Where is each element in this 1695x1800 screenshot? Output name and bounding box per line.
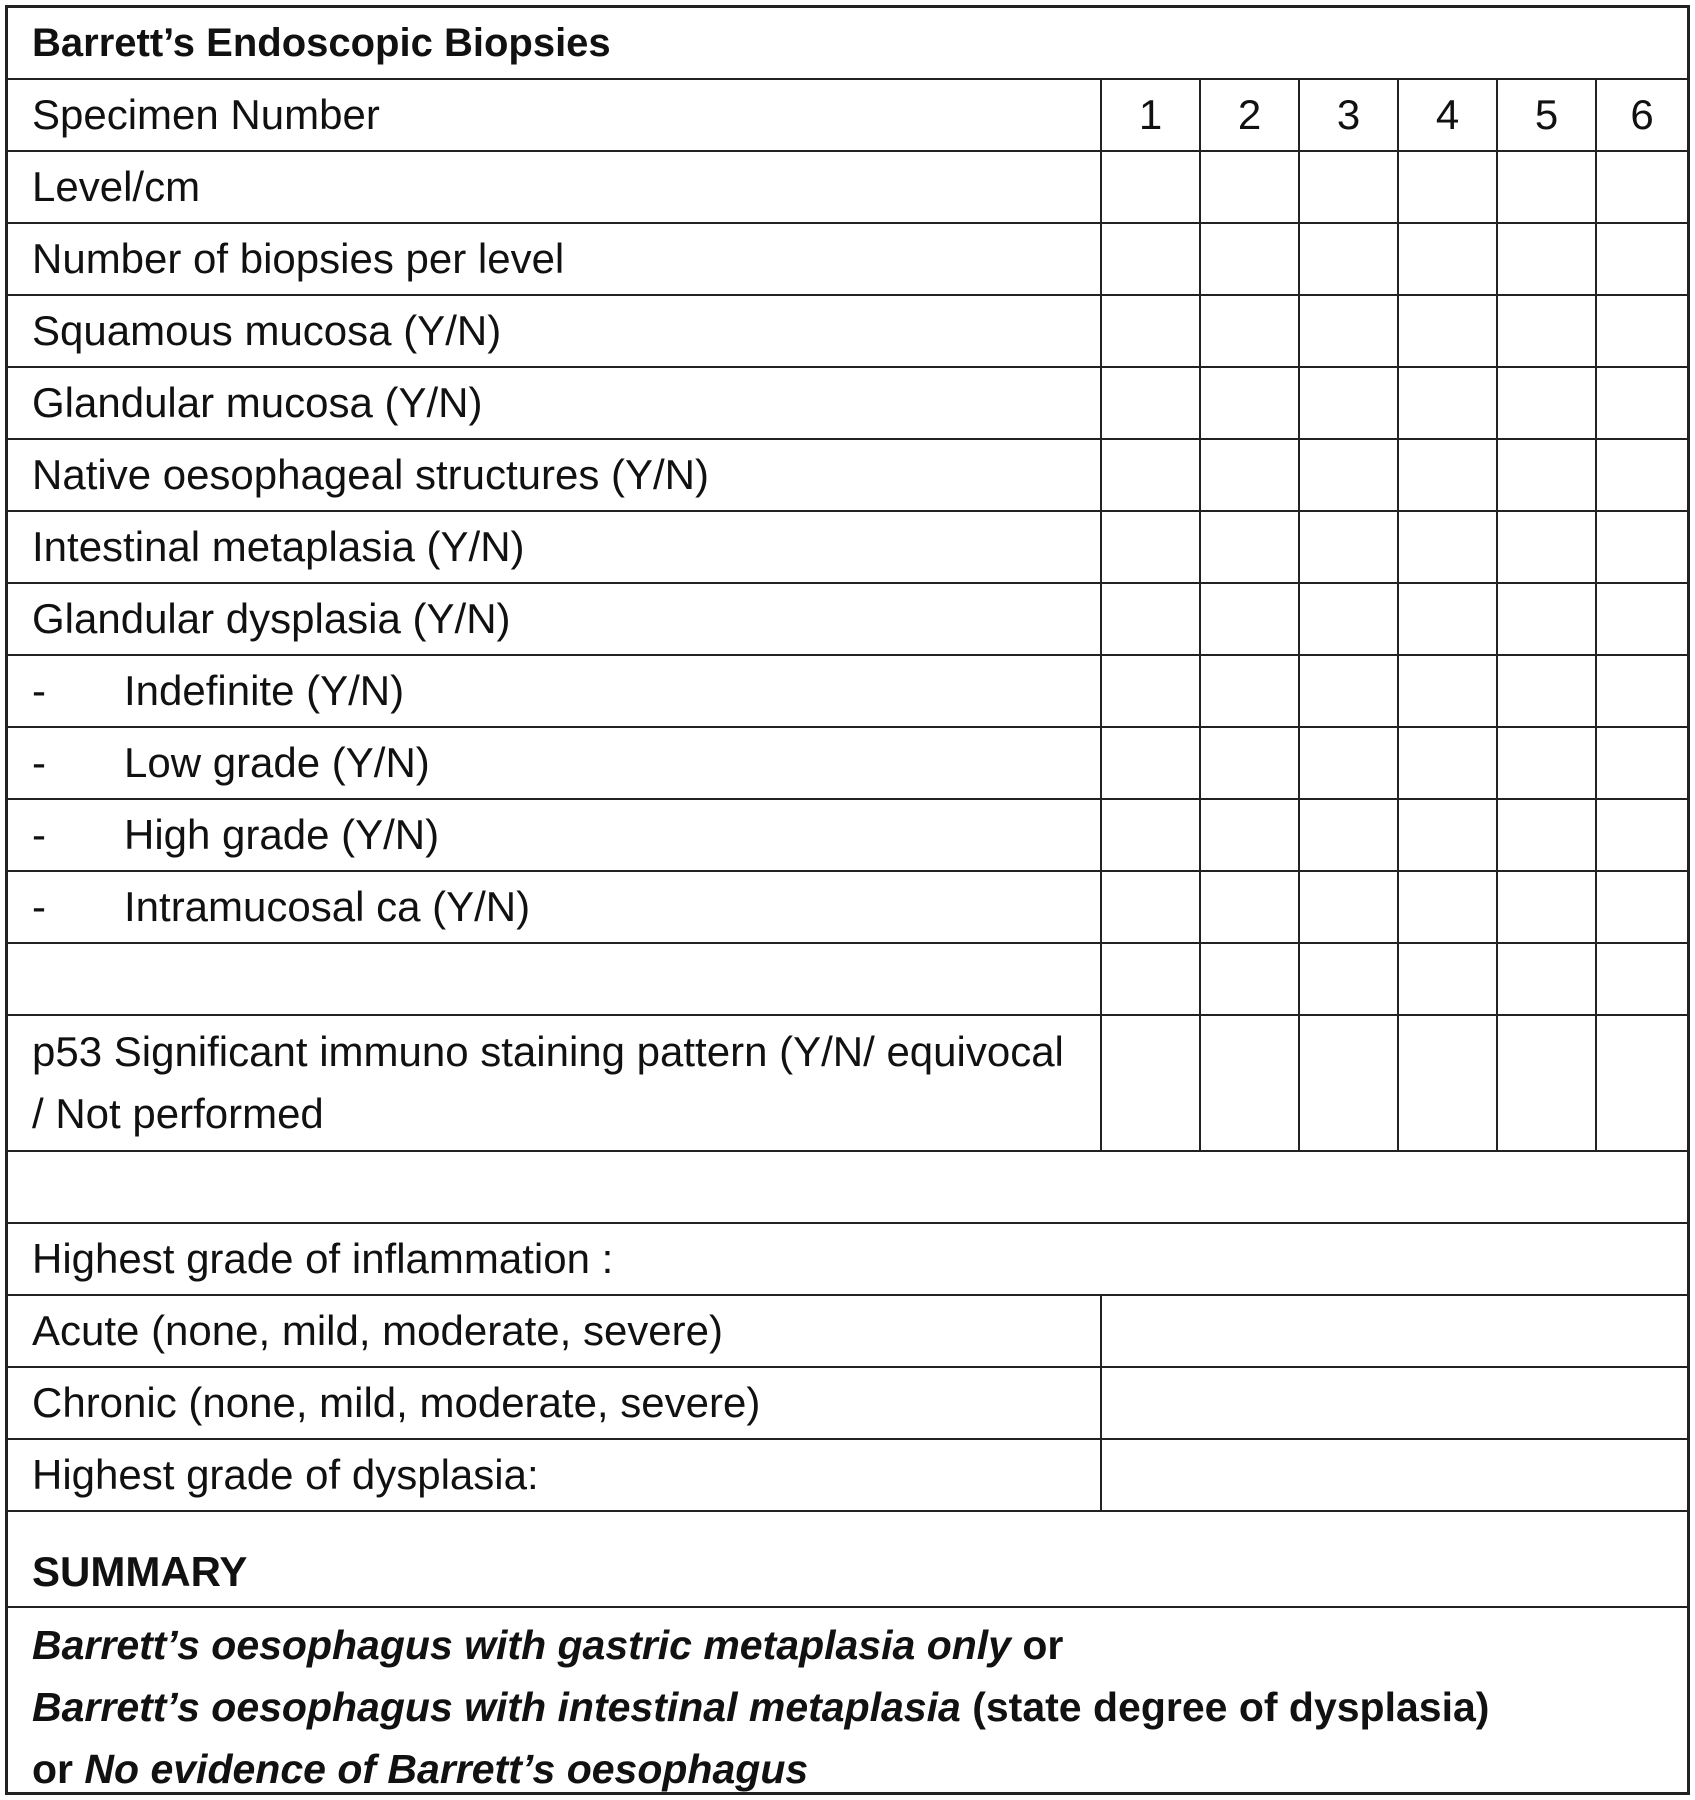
specimen-6-entry-cell[interactable] [1595, 800, 1687, 870]
specimen-6-entry-cell[interactable] [1595, 368, 1687, 438]
intestinal-metaplasia-label: Intestinal metaplasia (Y/N) [32, 523, 525, 570]
specimen-2-entry-cell[interactable] [1199, 944, 1298, 1014]
intestinal-metaplasia-row [8, 512, 1687, 584]
glandular-dysplasia-row [8, 584, 1687, 656]
specimen-1-entry-cell[interactable] [1100, 368, 1199, 438]
specimen-5-entry-cell[interactable] [1496, 152, 1595, 222]
chronic-entry-cell[interactable] [1100, 1368, 1687, 1438]
squamous-mucosa-row [8, 296, 1687, 368]
native-structures-label: Native oesophageal structures (Y/N) [32, 451, 709, 498]
specimen-5-entry-cell[interactable] [1496, 656, 1595, 726]
blank-row [8, 944, 1687, 1016]
specimen-1-entry-cell[interactable] [1100, 944, 1199, 1014]
form-title-row [8, 8, 1687, 80]
specimen-6-entry-cell[interactable] [1595, 512, 1687, 582]
acute-label: Acute (none, mild, moderate, severe) [32, 1307, 723, 1354]
specimen-1-entry-cell[interactable] [1100, 800, 1199, 870]
bullet-dash: - [32, 739, 46, 786]
specimen-6-entry-cell[interactable] [1595, 1016, 1687, 1150]
specimen-4-entry-cell[interactable] [1397, 1016, 1496, 1150]
specimen-2-entry-cell[interactable] [1199, 728, 1298, 798]
specimen-3-entry-cell[interactable] [1298, 872, 1397, 942]
summary-heading-row [8, 1512, 1687, 1608]
bullet-dash: - [32, 811, 46, 858]
specimen-1-entry-cell[interactable] [1100, 152, 1199, 222]
specimen-4-entry-cell[interactable] [1397, 512, 1496, 582]
specimen-6-entry-cell[interactable] [1595, 944, 1687, 1014]
chronic-row [8, 1368, 1687, 1440]
summary-heading: SUMMARY [32, 1548, 248, 1595]
specimen-5-entry-cell[interactable] [1496, 584, 1595, 654]
biopsies-per-level-row [8, 224, 1687, 296]
specimen-5-entry-cell[interactable] [1496, 944, 1595, 1014]
specimen-4-entry-cell[interactable] [1397, 656, 1496, 726]
acute-row [8, 1296, 1687, 1368]
specimen-2-entry-cell[interactable] [1199, 656, 1298, 726]
highest-dysplasia-entry-cell[interactable] [1100, 1440, 1687, 1510]
specimen-3-entry-cell[interactable] [1298, 512, 1397, 582]
p53-row [8, 1016, 1687, 1152]
barretts-biopsy-form [5, 5, 1690, 1795]
specimen-5-entry-cell[interactable] [1496, 224, 1595, 294]
specimen-number-5: 5 [1496, 80, 1595, 150]
specimen-5-entry-cell[interactable] [1496, 512, 1595, 582]
low-grade-label [32, 728, 430, 798]
specimen-6-entry-cell[interactable] [1595, 584, 1687, 654]
form-title: Barrett’s Endoscopic Biopsies [32, 20, 611, 65]
specimen-5-entry-cell[interactable] [1496, 1016, 1595, 1150]
specimen-3-entry-cell[interactable] [1298, 296, 1397, 366]
specimen-1-entry-cell[interactable] [1100, 872, 1199, 942]
specimen-3-entry-cell[interactable] [1298, 1016, 1397, 1150]
specimen-4-entry-cell[interactable] [1397, 224, 1496, 294]
specimen-3-entry-cell[interactable] [1298, 800, 1397, 870]
p53-label: p53 Significant immuno staining pattern (Y/N/ equivocal / Not performed [32, 1028, 1064, 1137]
specimen-3-entry-cell[interactable] [1298, 440, 1397, 510]
intramucosal-row [8, 872, 1687, 944]
specimen-number-2: 2 [1199, 80, 1298, 150]
highest-dysplasia-label: Highest grade of dysplasia: [32, 1451, 539, 1498]
indefinite-label [32, 656, 404, 726]
specimen-2-entry-cell[interactable] [1199, 296, 1298, 366]
specimen-5-entry-cell[interactable] [1496, 800, 1595, 870]
specimen-5-entry-cell[interactable] [1496, 872, 1595, 942]
specimen-3-entry-cell[interactable] [1298, 944, 1397, 1014]
specimen-6-entry-cell[interactable] [1595, 440, 1687, 510]
specimen-2-entry-cell[interactable] [1199, 152, 1298, 222]
glandular-dysplasia-label: Glandular dysplasia (Y/N) [32, 595, 511, 642]
specimen-1-entry-cell[interactable] [1100, 224, 1199, 294]
specimen-3-entry-cell[interactable] [1298, 728, 1397, 798]
high-grade-label [32, 800, 439, 870]
specimen-1-entry-cell[interactable] [1100, 440, 1199, 510]
summary-text [32, 1614, 1667, 1800]
squamous-mucosa-label: Squamous mucosa (Y/N) [32, 307, 502, 354]
specimen-4-entry-cell[interactable] [1397, 368, 1496, 438]
specimen-2-entry-cell[interactable] [1199, 440, 1298, 510]
specimen-6-entry-cell[interactable] [1595, 872, 1687, 942]
inflammation-heading-row [8, 1224, 1687, 1296]
specimen-6-entry-cell[interactable] [1595, 296, 1687, 366]
summary-line-3: or No evidence of Barrett’s oesophagus [32, 1746, 809, 1792]
acute-entry-cell[interactable] [1100, 1296, 1687, 1366]
highest-dysplasia-row [8, 1440, 1687, 1512]
glandular-mucosa-label: Glandular mucosa (Y/N) [32, 379, 483, 426]
specimen-number-1: 1 [1100, 80, 1199, 150]
bullet-dash: - [32, 883, 46, 930]
specimen-number-3: 3 [1298, 80, 1397, 150]
specimen-6-entry-cell[interactable] [1595, 224, 1687, 294]
specimen-2-entry-cell[interactable] [1199, 800, 1298, 870]
specimen-1-entry-cell[interactable] [1100, 728, 1199, 798]
specimen-5-entry-cell[interactable] [1496, 368, 1595, 438]
biopsies-per-level-label: Number of biopsies per level [32, 235, 565, 282]
chronic-label: Chronic (none, mild, moderate, severe) [32, 1379, 761, 1426]
intramucosal-label [32, 872, 530, 942]
low-grade-row [8, 728, 1687, 800]
level-row [8, 152, 1687, 224]
specimen-3-entry-cell[interactable] [1298, 368, 1397, 438]
specimen-6-entry-cell[interactable] [1595, 152, 1687, 222]
indefinite-text: Indefinite (Y/N) [124, 667, 405, 714]
specimen-4-entry-cell[interactable] [1397, 872, 1496, 942]
glandular-mucosa-row [8, 368, 1687, 440]
bullet-dash: - [32, 667, 46, 714]
indefinite-row [8, 656, 1687, 728]
specimen-4-entry-cell[interactable] [1397, 944, 1496, 1014]
specimen-number-label: Specimen Number [32, 91, 380, 138]
specimen-4-entry-cell[interactable] [1397, 728, 1496, 798]
specimen-1-entry-cell[interactable] [1100, 296, 1199, 366]
specimen-2-entry-cell[interactable] [1199, 584, 1298, 654]
specimen-4-entry-cell[interactable] [1397, 584, 1496, 654]
low-grade-text: Low grade (Y/N) [124, 739, 430, 786]
specimen-1-entry-cell[interactable] [1100, 656, 1199, 726]
inflammation-heading: Highest grade of inflammation : [32, 1235, 614, 1282]
native-structures-row [8, 440, 1687, 512]
specimen-number-6: 6 [1595, 80, 1687, 150]
specimen-1-entry-cell[interactable] [1100, 512, 1199, 582]
specimen-3-entry-cell[interactable] [1298, 152, 1397, 222]
specimen-5-entry-cell[interactable] [1496, 440, 1595, 510]
specimen-4-entry-cell[interactable] [1397, 440, 1496, 510]
specimen-4-entry-cell[interactable] [1397, 296, 1496, 366]
specimen-2-entry-cell[interactable] [1199, 872, 1298, 942]
specimen-5-entry-cell[interactable] [1496, 728, 1595, 798]
specimen-number-4: 4 [1397, 80, 1496, 150]
spacer-row [8, 1152, 1687, 1224]
summary-line-2: Barrett’s oesophagus with intestinal metaplasia (state degree of dysplasia) [32, 1684, 1490, 1730]
specimen-2-entry-cell[interactable] [1199, 512, 1298, 582]
specimen-3-entry-cell[interactable] [1298, 224, 1397, 294]
specimen-5-entry-cell[interactable] [1496, 296, 1595, 366]
specimen-4-entry-cell[interactable] [1397, 800, 1496, 870]
specimen-2-entry-cell[interactable] [1199, 1016, 1298, 1150]
specimen-number-row [8, 80, 1687, 152]
specimen-1-entry-cell[interactable] [1100, 1016, 1199, 1150]
intramucosal-text: Intramucosal ca (Y/N) [124, 883, 531, 930]
summary-line-1: Barrett’s oesophagus with gastric metaplasia only or [32, 1622, 1064, 1668]
summary-text-row [8, 1608, 1687, 1792]
high-grade-row [8, 800, 1687, 872]
specimen-2-entry-cell[interactable] [1199, 368, 1298, 438]
specimen-3-entry-cell[interactable] [1298, 584, 1397, 654]
high-grade-text: High grade (Y/N) [124, 811, 440, 858]
level-label: Level/cm [32, 163, 201, 210]
specimen-3-entry-cell[interactable] [1298, 656, 1397, 726]
specimen-1-entry-cell[interactable] [1100, 584, 1199, 654]
specimen-6-entry-cell[interactable] [1595, 728, 1687, 798]
specimen-4-entry-cell[interactable] [1397, 152, 1496, 222]
specimen-6-entry-cell[interactable] [1595, 656, 1687, 726]
specimen-2-entry-cell[interactable] [1199, 224, 1298, 294]
